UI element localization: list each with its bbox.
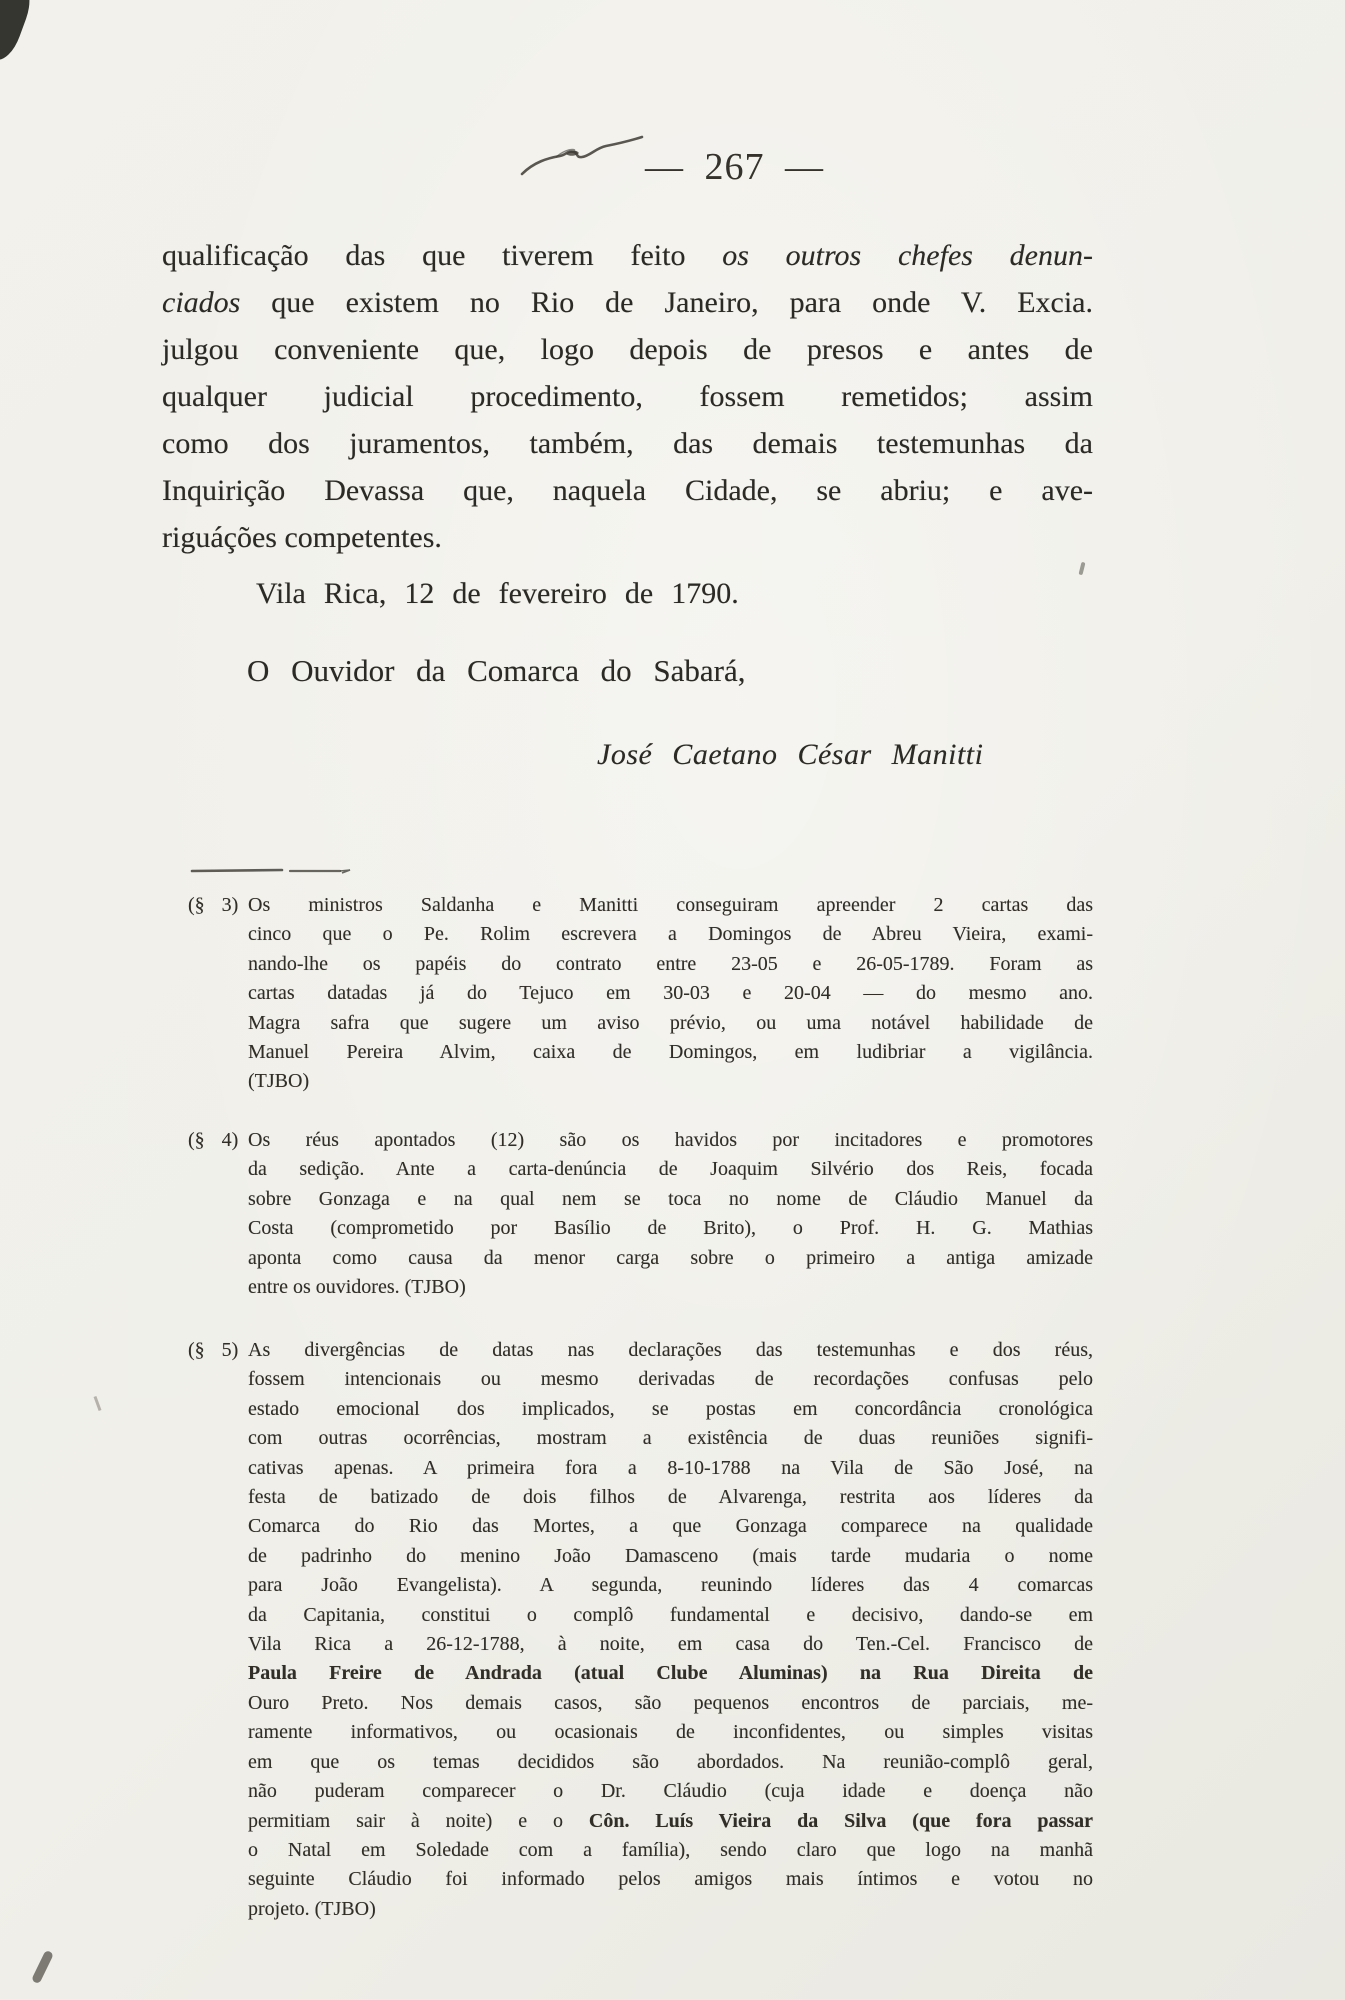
text-segment: Ouro Preto. Nos demais casos, são pequenos encontros de parciais, me-	[248, 1691, 1093, 1714]
text-line	[248, 1336, 1093, 1365]
text-line	[248, 1424, 1093, 1453]
text-line	[248, 1067, 1093, 1096]
text-segment: ciados	[162, 286, 241, 319]
text-segment: As divergências de datas nas declarações das testemunhas e dos réus,	[248, 1339, 1093, 1361]
text-line	[248, 1777, 1093, 1806]
text-line	[248, 1807, 1093, 1836]
text-segment: Manuel Pereira Alvim, caixa de Domingos, em ludibriar a vigilância.	[248, 1041, 1093, 1064]
text-line	[248, 1748, 1093, 1777]
text-segment: julgou conveniente que, logo depois de presos e antes de	[162, 333, 1093, 366]
scan-edge-mark	[0, 0, 36, 64]
text-line	[248, 1571, 1093, 1600]
footnote-label: (§ 5)	[188, 1339, 239, 1361]
text-segment: Paula Freire de Andrada (atual Clube Aluminas) na Rua Direita de	[248, 1662, 1093, 1685]
text-line	[248, 1865, 1093, 1894]
text-segment: em que os temas decididos são abordados. Na reunião-complô geral,	[248, 1750, 1093, 1773]
text-line	[248, 1512, 1093, 1541]
text-segment: que existem no Rio de Janeiro, para onde V. Excia.	[240, 286, 1093, 319]
footnote-label: (§ 4)	[188, 1129, 239, 1151]
page-number: — 267 —	[645, 146, 824, 188]
text-segment: Vila Rica a 26-12-1788, à noite, em casa do Ten.-Cel. Francisco de	[248, 1633, 1093, 1656]
text-segment: da sedição. Ante a carta-denúncia de Joaquim Silvério dos Reis, focada	[248, 1158, 1093, 1181]
text-segment: cinco que o Pe. Rolim escrevera a Domingos de Abreu Vieira, exami-	[248, 923, 1093, 946]
text-line	[248, 1659, 1093, 1688]
text-segment: sobre Gonzaga e na qual nem se toca no nome de Cláudio Manuel da	[248, 1187, 1093, 1210]
text-segment: como dos juramentos, também, das demais testemunhas da	[162, 427, 1093, 460]
text-segment: permitiam sair à noite) e o	[248, 1809, 589, 1832]
text-segment: com outras ocorrências, mostram a existência de duas reuniões signifi-	[248, 1427, 1093, 1450]
text-line	[248, 1630, 1093, 1659]
text-segment: não puderam comparecer o Dr. Cláudio (cuja idade e doença não	[248, 1780, 1093, 1803]
text-segment: nando-lhe os papéis do contrato entre 23-05 e 26-05-1789. Foram as	[248, 952, 1093, 975]
text-segment: de padrinho do menino João Damasceno (mais tarde mudaria o nome	[248, 1544, 1093, 1567]
text-line	[248, 1155, 1093, 1184]
ink-speck-mark	[94, 1396, 102, 1411]
footnote	[188, 891, 1093, 1097]
text-segment: seguinte Cláudio foi informado pelos amigos mais íntimos e votou no	[248, 1868, 1093, 1891]
scan-edge-mark	[31, 1950, 54, 1985]
text-segment: os outros chefes denun-	[722, 239, 1093, 272]
text-line	[248, 1483, 1093, 1512]
text-line	[248, 920, 1093, 949]
text-line	[248, 891, 1093, 920]
text-segment: ramente informativos, ou ocasionais de inconfidentes, ou simples visitas	[248, 1721, 1093, 1744]
text-line	[248, 1718, 1093, 1747]
text-segment: cativas apenas. A primeira fora a 8-10-1788 na Vila de São José, na	[248, 1456, 1093, 1479]
text-line	[248, 950, 1093, 979]
footnote-label: (§ 3)	[188, 894, 239, 916]
text-line	[248, 1689, 1093, 1718]
text-line	[248, 1126, 1093, 1155]
text-segment: o Natal em Soledade com a família), sendo claro que logo na manhã	[248, 1838, 1093, 1861]
text-segment: entre os ouvidores. (TJBO)	[248, 1276, 466, 1299]
text-line	[248, 1244, 1093, 1273]
text-segment: projeto. (TJBO)	[248, 1897, 376, 1920]
text-line	[248, 1185, 1093, 1214]
text-line	[248, 1009, 1093, 1038]
text-line	[248, 1836, 1093, 1865]
footnote-body	[248, 1336, 1093, 1924]
text-line	[248, 1038, 1093, 1067]
footnotes	[188, 0, 1093, 2000]
text-segment: Magra safra que sugere um aviso prévio, ou uma notável habilidade de	[248, 1011, 1093, 1034]
text-segment: riguáções competentes.	[162, 521, 442, 554]
text-segment: festa de batizado de dois filhos de Alvarenga, restrita aos líderes da	[248, 1486, 1093, 1509]
text-segment: Costa (comprometido por Basílio de Brito), o Prof. H. G. Mathias	[248, 1217, 1093, 1240]
text-segment: da Capitania, constitui o complô fundamental e decisivo, dando-se em	[248, 1603, 1093, 1626]
dateline: Vila Rica, 12 de fevereiro de 1790.	[256, 577, 739, 610]
byline: O Ouvidor da Comarca do Sabará,	[247, 653, 746, 688]
text-line	[248, 1601, 1093, 1630]
text-segment: Inquirição Devassa que, naquela Cidade, se abriu; e ave-	[162, 474, 1093, 507]
text-segment: qualificação das que tiverem feito	[162, 239, 723, 272]
text-segment: aponta como causa da menor carga sobre o primeiro a antiga amizade	[248, 1246, 1093, 1269]
text-segment: Os réus apontados (12) são os havidos por incitadores e promotores	[248, 1129, 1093, 1151]
text-segment: para João Evangelista). A segunda, reunindo líderes das 4 comarcas	[248, 1574, 1093, 1597]
text-line	[248, 1214, 1093, 1243]
text-line	[248, 1273, 1093, 1302]
text-line	[248, 1395, 1093, 1424]
text-segment: qualquer judicial procedimento, fossem remetidos; assim	[162, 380, 1093, 413]
text-segment: estado emocional dos implicados, se postas em concordância cronológica	[248, 1397, 1093, 1420]
text-segment: Os ministros Saldanha e Manitti conseguiram apreender 2 cartas das	[248, 894, 1093, 916]
footnote-body	[248, 891, 1093, 1097]
text-line	[248, 979, 1093, 1008]
footnote	[188, 1336, 1093, 1924]
text-line	[248, 1365, 1093, 1394]
text-segment: cartas datadas já do Tejuco em 30-03 e 20-04 — do mesmo ano.	[248, 982, 1093, 1005]
text-line	[248, 1454, 1093, 1483]
text-segment: fossem intencionais ou mesmo derivadas de recordações confusas pelo	[248, 1368, 1093, 1391]
text-line	[248, 1895, 1093, 1924]
text-segment: Comarca do Rio das Mortes, a que Gonzaga comparece na qualidade	[248, 1515, 1093, 1538]
text-segment: Côn. Luís Vieira da Silva (que fora passar	[588, 1809, 1093, 1832]
footnote	[188, 1126, 1093, 1302]
text-segment: (TJBO)	[248, 1070, 310, 1093]
footnote-body	[248, 1126, 1093, 1302]
text-line	[248, 1542, 1093, 1571]
signature-name: José Caetano César Manitti	[597, 738, 984, 771]
